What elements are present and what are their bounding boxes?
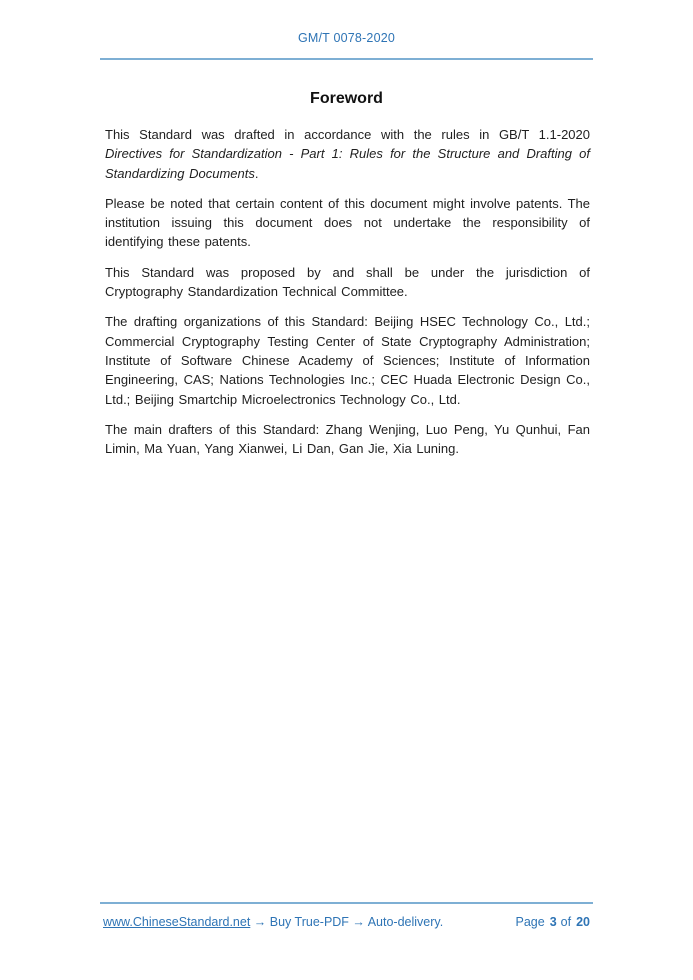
page-current: 3 bbox=[549, 915, 557, 929]
page-indicator bbox=[516, 915, 591, 929]
of-label: of bbox=[560, 915, 572, 929]
paragraph-italic-segment: Directives for Standardization - Part 1: Rules for the Structure and Drafting of Standardizing Documents bbox=[105, 146, 590, 181]
paragraph-segment: Please be noted that certain content of this document might involve patents. The institution issuing this document does not undertake the responsibility of identifying these patents. bbox=[105, 195, 590, 250]
paragraph bbox=[105, 263, 590, 302]
paragraph-segment: . bbox=[254, 165, 259, 181]
page-header bbox=[0, 0, 693, 47]
footer-tagline bbox=[103, 915, 443, 929]
footer-tagline-text: → Buy True-PDF → Auto-delivery. bbox=[250, 915, 444, 929]
page-title: Foreword bbox=[310, 90, 383, 107]
document-number: GM/T 0078-2020 bbox=[297, 31, 396, 45]
paragraph bbox=[105, 125, 590, 183]
paragraph bbox=[105, 420, 590, 459]
page-footer bbox=[100, 902, 593, 929]
paragraph-segment: The drafting organizations of this Standard: Beijing HSEC Technology Co., Ltd.; Commercial Cryptography Testing Center of State Cryptography Administration; Institute of Software Chinese Academy of Sciences; Institute of Information Engineering, CAS; Nations Technologies Inc.; CEC Huada Electronic Design Co., Ltd.; Beijing Smartchip Microelectronics Technology Co., Ltd. bbox=[105, 314, 590, 407]
website-link[interactable]: www.ChineseStandard.net bbox=[103, 915, 251, 929]
paragraph-segment: This Standard was proposed by and shall be under the jurisdiction of Cryptography Standardization Technical Committee. bbox=[105, 264, 590, 300]
paragraph-segment: The main drafters of this Standard: Zhang Wenjing, Luo Peng, Yu Qunhui, Fan Limin, Ma Yuan, Yang Xianwei, Li Dan, Gan Jie, Xia Luning. bbox=[105, 421, 590, 457]
paragraph bbox=[105, 194, 590, 252]
page-total: 20 bbox=[576, 915, 590, 929]
page-label: Page bbox=[515, 915, 545, 929]
paragraph-segment: This Standard was drafted in accordance with the rules in GB/T 1.1-2020 bbox=[105, 127, 590, 142]
header-divider bbox=[100, 58, 593, 60]
paragraph bbox=[105, 312, 590, 408]
document-body bbox=[105, 125, 590, 458]
